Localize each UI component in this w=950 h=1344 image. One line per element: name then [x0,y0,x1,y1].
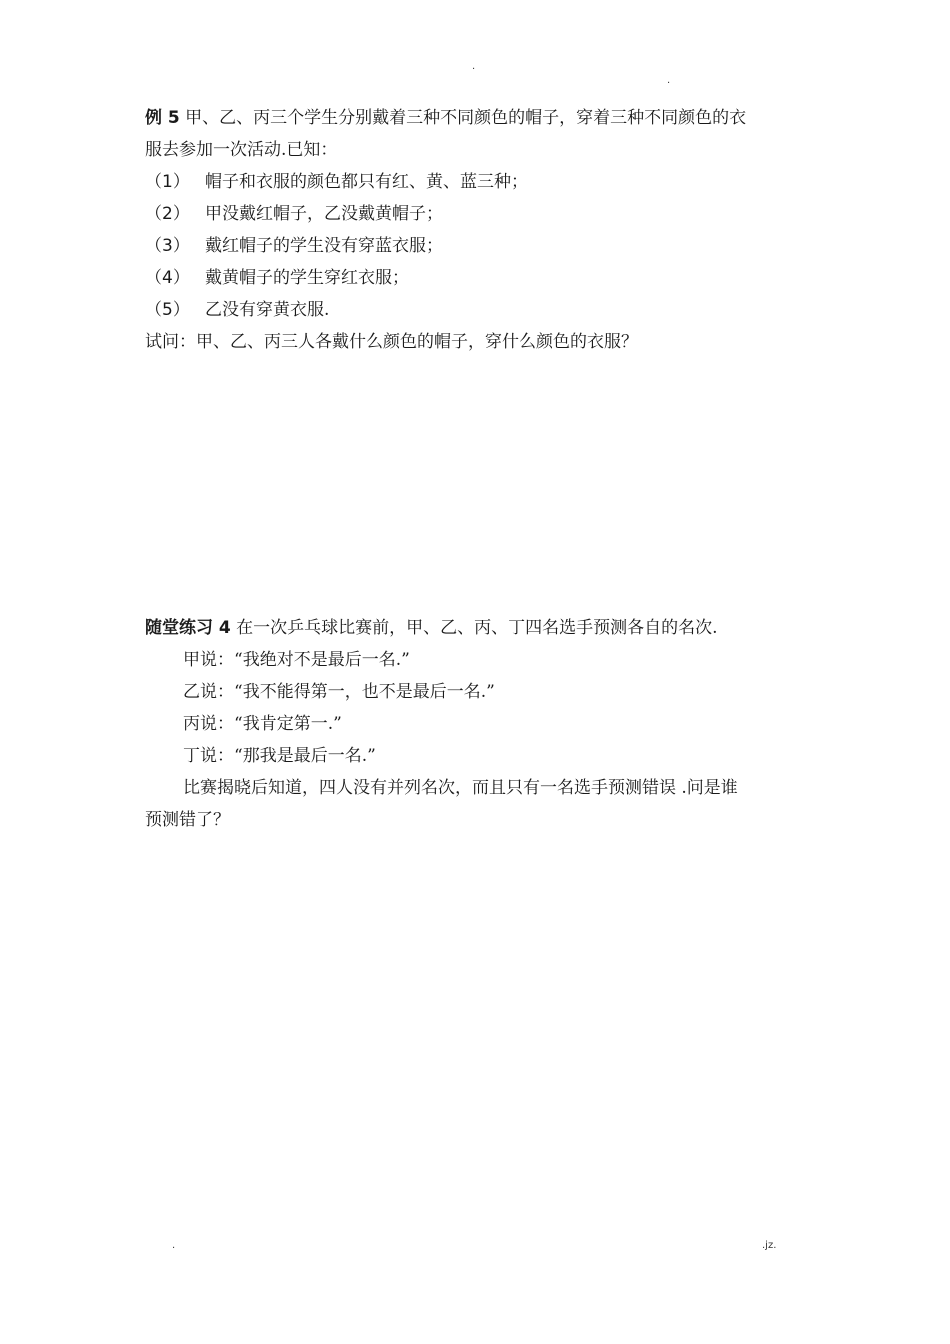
example-5-intro-line-2: 服去参加一次活动.已知： [145,140,338,160]
condition-number: （4） [145,268,190,288]
condition-number: （5） [145,300,190,320]
condition-item [145,198,825,230]
footer-mark-right: .jz. [762,1240,777,1251]
statement-item: 丙说：“我肯定第一.” [183,714,342,734]
condition-text: 甲没戴红帽子，乙没戴黄帽子； [205,204,443,224]
condition-text: 帽子和衣服的颜色都只有红、黄、蓝三种； [205,172,528,192]
condition-text: 戴红帽子的学生没有穿蓝衣服； [205,236,443,256]
practice-4-conclusion-line-2: 预测错了？ [145,810,230,830]
condition-text: 乙没有穿黄衣服. [205,300,330,320]
example-5-question: 试问：甲、乙、丙三人各戴什么颜色的帽子，穿什么颜色的衣服？ [145,332,638,352]
example-5-label: 例 5 [145,108,180,128]
example-5-section [145,102,825,358]
practice-4-intro-line [145,612,825,644]
statement-item: 乙说：“我不能得第一，也不是最后一名.” [183,682,495,702]
condition-item [145,166,825,198]
practice-4-label: 随堂练习 4 [145,618,231,638]
statement-item: 甲说：“我绝对不是最后一名.” [183,650,410,670]
condition-number: （2） [145,204,190,224]
practice-4-intro-text: 在一次乒乓球比赛前，甲、乙、丙、丁四名选手预测各自的名次. [236,618,718,638]
condition-number: （1） [145,172,190,192]
statement-item: 丁说：“那我是最后一名.” [183,746,376,766]
practice-4-conclusion-line-1: 比赛揭晓后知道，四人没有并列名次，而且只有一名选手预测错误 .问是谁 [183,778,738,798]
practice-4-section [145,612,825,836]
header-mark-left: . [472,61,476,72]
condition-text: 戴黄帽子的学生穿红衣服； [205,268,409,288]
condition-item [145,294,825,326]
example-5-intro-line-1 [145,102,825,134]
footer-mark-left: . [172,1240,176,1251]
example-5-intro-text-1: 甲、乙、丙三个学生分别戴着三种不同颜色的帽子，穿着三种不同颜色的衣 [185,108,747,128]
condition-item [145,230,825,262]
condition-number: （3） [145,236,190,256]
condition-item [145,262,825,294]
header-mark-right: . [667,75,671,86]
